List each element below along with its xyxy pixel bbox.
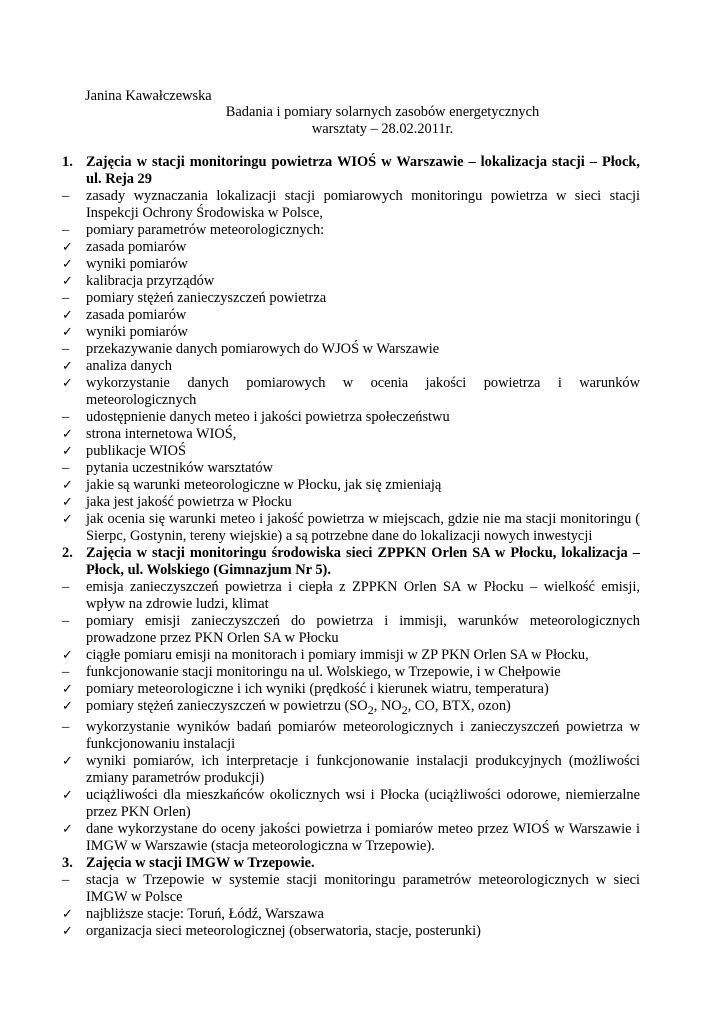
section-heading xyxy=(62,855,640,872)
dash-bullet: – xyxy=(62,460,70,476)
check-list-item xyxy=(62,375,640,409)
list-item-text: pomiary emisji zanieczyszczeń do powietrza i immisji, warunków meteorologicznych prowadzone przez PKN Orlen SA w Płocku xyxy=(86,613,640,646)
checkmark-icon: ✓ xyxy=(62,240,73,255)
check-list-item xyxy=(62,681,640,698)
list-item-text: organizacja sieci meteorologicznej (obserwatoria, stacje, posterunki) xyxy=(86,922,481,939)
checkmark-icon: ✓ xyxy=(62,308,73,323)
dash-bullet: – xyxy=(62,222,70,238)
document-subtitle: warsztaty – 28.02.2011r. xyxy=(311,121,454,137)
check-list-item xyxy=(62,698,640,719)
dash-list-item xyxy=(62,222,640,239)
checkmark-icon: ✓ xyxy=(62,274,73,289)
list-item-text: zasada pomiarów xyxy=(86,239,187,255)
dash-bullet: – xyxy=(62,341,70,357)
list-item-text: wykorzystanie wyników badań pomiarów meteorologicznych i zanieczyszczeń powietrza w funkcjonowaniu instalacji xyxy=(86,718,640,752)
checkmark-icon: ✓ xyxy=(62,682,73,697)
checkmark-icon: ✓ xyxy=(62,325,73,340)
checkmark-icon: ✓ xyxy=(62,787,73,803)
list-item-text: najbliższe stacje: Toruń, Łódź, Warszawa xyxy=(86,905,324,922)
checkmark-icon: ✓ xyxy=(62,359,73,374)
check-list-item xyxy=(62,787,640,821)
checkmark-icon: ✓ xyxy=(62,495,73,510)
check-list-item xyxy=(62,477,640,494)
list-item-text: stacja w Trzepowie w systemie stacji monitoringu parametrów meteorologicznych w sieci IMGW w Polsce xyxy=(86,871,640,905)
check-list-item xyxy=(62,923,640,940)
list-item-text: kalibracja przyrządów xyxy=(86,273,215,289)
dash-bullet: – xyxy=(62,188,70,204)
list-item-text: pytania uczestników warsztatów xyxy=(86,460,274,476)
list-item-text: jakie są warunki meteorologiczne w Płocku, jak się zmieniają xyxy=(86,477,442,493)
dash-list-item xyxy=(62,460,640,477)
checkmark-icon: ✓ xyxy=(62,923,73,939)
list-item-text: przekazywanie danych pomiarowych do WJOŚ w Warszawie xyxy=(86,341,440,357)
dash-list-item xyxy=(62,719,640,753)
dash-bullet: – xyxy=(62,579,70,595)
dash-list-item xyxy=(62,872,640,906)
list-item-text: wyniki pomiarów xyxy=(86,256,188,272)
dash-list-item xyxy=(62,341,640,358)
dash-bullet: – xyxy=(62,871,70,888)
dash-bullet: – xyxy=(62,290,70,306)
check-list-item xyxy=(62,494,640,511)
document-title: Badania i pomiary solarnych zasobów energetycznych xyxy=(225,104,540,120)
check-list-item xyxy=(62,511,640,545)
checkmark-icon: ✓ xyxy=(62,648,73,663)
checkmark-icon: ✓ xyxy=(62,376,73,391)
check-list-item xyxy=(62,426,640,443)
subscript: 2 xyxy=(367,702,374,717)
list-item-text: publikacje WIOŚ xyxy=(86,443,187,459)
list-item-text: wykorzystanie danych pomiarowych w ocenia jakości powietrza i warunków meteorologicznych xyxy=(86,375,640,408)
list-item-text: wyniki pomiarów xyxy=(86,324,188,340)
list-item-text: ciągłe pomiaru emisji na monitorach i pomiary immisji w ZP PKN Orlen SA w Płocku, xyxy=(86,647,589,663)
list-item-text: wyniki pomiarów, ich interpretacje i funkcjonowanie instalacji produkcyjnych (możliwości zmiany parametrów produkcji) xyxy=(86,752,640,786)
section-heading xyxy=(62,154,640,188)
list-item-text: jaka jest jakość powietrza w Płocku xyxy=(86,494,292,510)
checkmark-icon: ✓ xyxy=(62,444,73,459)
subscript: 2 xyxy=(401,702,408,717)
section-heading-text: Zajęcia w stacji monitoringu środowiska sieci ZPPKN Orlen SA w Płocku, lokalizacja – Płock, ul. Wolskiego (Gimnazjum Nr 5). xyxy=(86,545,640,578)
section-heading-text: Zajęcia w stacji monitoringu powietrza WIOŚ w Warszawie – lokalizacja stacji – Płock, ul. Reja 29 xyxy=(86,154,640,187)
checkmark-icon: ✓ xyxy=(62,699,73,714)
section-number: 1. xyxy=(62,154,73,170)
list-item-text: dane wykorzystane do oceny jakości powietrza i pomiarów meteo przez WIOŚ w Warszawie i IMGW w Warszawie (stacja meteorologiczna w Trzepowie). xyxy=(86,820,640,854)
checkmark-icon: ✓ xyxy=(62,257,73,272)
check-list-item xyxy=(62,443,640,460)
list-item-text: emisja zanieczyszczeń powietrza i ciepła z ZPPKN Orlen SA w Płocku – wielkość emisji, wpływ na zdrowie ludzi, klimat xyxy=(86,579,640,612)
checkmark-icon: ✓ xyxy=(62,512,73,527)
dash-bullet: – xyxy=(62,613,70,629)
section-number: 2. xyxy=(62,545,73,561)
checkmark-icon: ✓ xyxy=(62,478,73,493)
dash-list-item xyxy=(62,188,640,222)
list-item-text: udostępnienie danych meteo i jakości powietrza społeczeństwu xyxy=(86,409,450,425)
list-item-text: pomiary stężeń zanieczyszczeń w powietrzu ($SO_2$, $NO_2$, CO, BTX, ozon) xyxy=(86,698,511,717)
dash-list-item xyxy=(62,664,640,681)
check-list-item xyxy=(62,753,640,787)
check-list-item xyxy=(62,324,640,341)
dash-bullet: – xyxy=(62,664,70,680)
dash-bullet: – xyxy=(62,718,70,735)
dash-list-item xyxy=(62,290,640,307)
list-item-text: zasada pomiarów xyxy=(86,307,187,323)
section-heading-text: Zajęcia w stacji IMGW w Trzepowie. xyxy=(86,854,315,871)
list-item-text: funkcjonowanie stacji monitoringu na ul. Wolskiego, w Trzepowie, i w Chełpowie xyxy=(86,664,561,680)
dash-list-item xyxy=(62,579,640,613)
check-list-item xyxy=(62,256,640,273)
checkmark-icon: ✓ xyxy=(62,427,73,442)
dash-list-item xyxy=(62,409,640,426)
dash-bullet: – xyxy=(62,409,70,425)
check-list-item xyxy=(62,307,640,324)
list-item-text: pomiary stężeń zanieczyszczeń powietrza xyxy=(86,290,327,306)
check-list-item xyxy=(62,358,640,375)
check-list-item xyxy=(62,239,640,256)
section-number: 3. xyxy=(62,854,73,871)
list-item-text: jak ocenia się warunki meteo i jakość powietrza w miejscach, gdzie nie ma stacji monitoringu ( Sierpc, Gostynin, tereny wiejskie) a są potrzebne dane do lokalizacji nowych inwestycji xyxy=(86,511,640,544)
list-item-text: zasady wyznaczania lokalizacji stacji pomiarowych monitoringu powietrza w sieci stacji Inspekcji Ochrony Środowiska w Polsce, xyxy=(86,188,640,221)
list-item-text: strona internetowa WIOŚ, xyxy=(86,426,237,442)
list-item-text: uciążliwości dla mieszkańców okolicznych wsi i Płocka (uciążliwości odorowe, niemierzalne przez PKN Orlen) xyxy=(86,786,640,820)
dash-list-item xyxy=(62,613,640,647)
check-list-item xyxy=(62,647,640,664)
check-list-item xyxy=(62,273,640,290)
checkmark-icon: ✓ xyxy=(62,753,73,769)
check-list-item xyxy=(62,821,640,855)
author-name: Janina Kawałczewska xyxy=(85,88,212,104)
list-item-text: analiza danych xyxy=(86,358,172,374)
list-item-text: pomiary parametrów meteorologicznych: xyxy=(86,222,325,238)
section-heading xyxy=(62,545,640,579)
checkmark-icon: ✓ xyxy=(62,906,73,922)
checkmark-icon: ✓ xyxy=(62,821,73,837)
check-list-item xyxy=(62,906,640,923)
document-body xyxy=(62,154,640,940)
list-item-text: pomiary meteorologiczne i ich wyniki (prędkość i kierunek wiatru, temperatura) xyxy=(86,681,549,697)
